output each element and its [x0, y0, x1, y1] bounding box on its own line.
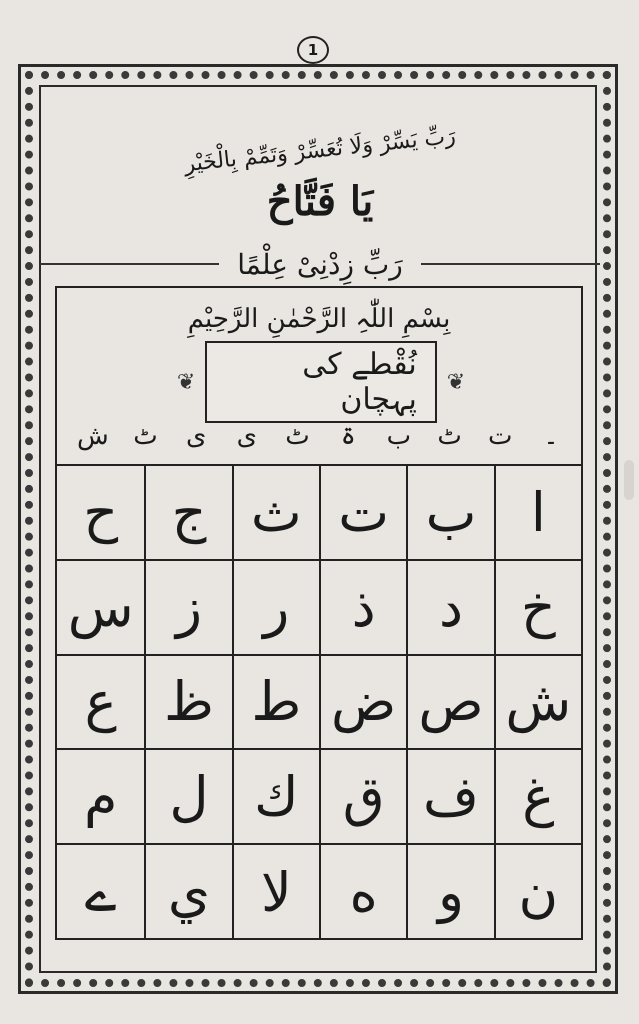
- divider-line-right: [421, 263, 600, 265]
- letter-cell: ز: [144, 561, 231, 656]
- letter-cell: ا: [494, 466, 581, 561]
- page-number: 1: [297, 36, 329, 64]
- lesson-title-cartouche: [167, 347, 475, 417]
- letter-cell: ح: [57, 466, 144, 561]
- letter-grid: [57, 464, 581, 940]
- letter-cell: ك: [232, 750, 319, 845]
- letter-cell: ث: [232, 466, 319, 561]
- letter-cell: ط: [232, 656, 319, 751]
- letter-cell: د: [406, 561, 493, 656]
- letter-cell: ل: [144, 750, 231, 845]
- divider-line-left: [40, 263, 219, 265]
- letter-cell: ي: [144, 845, 231, 940]
- dot-mark: ۃ: [340, 421, 356, 451]
- letter-cell: ق: [319, 750, 406, 845]
- header-inscription: رَبِّ یَسِّرْ وَلَا تُعَسِّرْ وَتَمِّمْ بِالْخَیْرِ: [183, 123, 457, 178]
- letter-cell: ت: [319, 466, 406, 561]
- letter-cell: خ: [494, 561, 581, 656]
- dot-mark: ٹ: [285, 421, 310, 451]
- header-title: یَا فَتَّاحُ: [266, 178, 374, 225]
- letter-cell: ض: [319, 656, 406, 751]
- dots-row: [77, 418, 565, 454]
- header-subtitle-row: [40, 244, 600, 284]
- letter-cell: ے: [84, 861, 117, 925]
- ornament-right-icon: ❦: [446, 369, 466, 395]
- letter-cell: ب: [406, 466, 493, 561]
- ornament-left-icon: ❦: [176, 369, 196, 395]
- letter-cell: ه: [319, 845, 406, 940]
- letter-cell: س: [57, 561, 144, 656]
- dot-mark: ٹ: [437, 421, 462, 451]
- letter-cell: ظ: [144, 656, 231, 751]
- dot-mark: ی: [236, 421, 257, 451]
- dot-mark: ش: [77, 421, 109, 451]
- letter-cell: ج: [144, 466, 231, 561]
- dot-mark: ب: [386, 421, 412, 451]
- letter-cell: لا: [232, 845, 319, 940]
- letter-cell: و: [406, 845, 493, 940]
- page-edge-tab: [624, 460, 634, 500]
- letter-cell: ذ: [319, 561, 406, 656]
- letter-cell: ش: [494, 656, 581, 751]
- header-subtitle: رَبِّ زِدْنِیْ عِلْمًا: [237, 247, 403, 281]
- lesson-title: نُقْطے کی پہچان: [205, 341, 437, 423]
- letter-cell: ر: [232, 561, 319, 656]
- dot-mark: ۔: [543, 421, 559, 451]
- letter-cell: ن: [494, 845, 581, 940]
- letter-cell: م: [57, 750, 144, 845]
- letter-cell: غ: [494, 750, 581, 845]
- alphabet-panel: [55, 286, 583, 940]
- bismillah: بِسْمِ اللّٰہِ الرَّحْمٰنِ الرَّحِیْمِ: [187, 304, 451, 334]
- dot-mark: ت: [488, 421, 513, 451]
- dot-mark: ی: [185, 421, 207, 451]
- letter-cell: ع: [57, 656, 144, 751]
- dot-mark: ٹ: [133, 421, 158, 451]
- letter-cell: ص: [406, 656, 493, 751]
- letter-cell: ف: [406, 750, 493, 845]
